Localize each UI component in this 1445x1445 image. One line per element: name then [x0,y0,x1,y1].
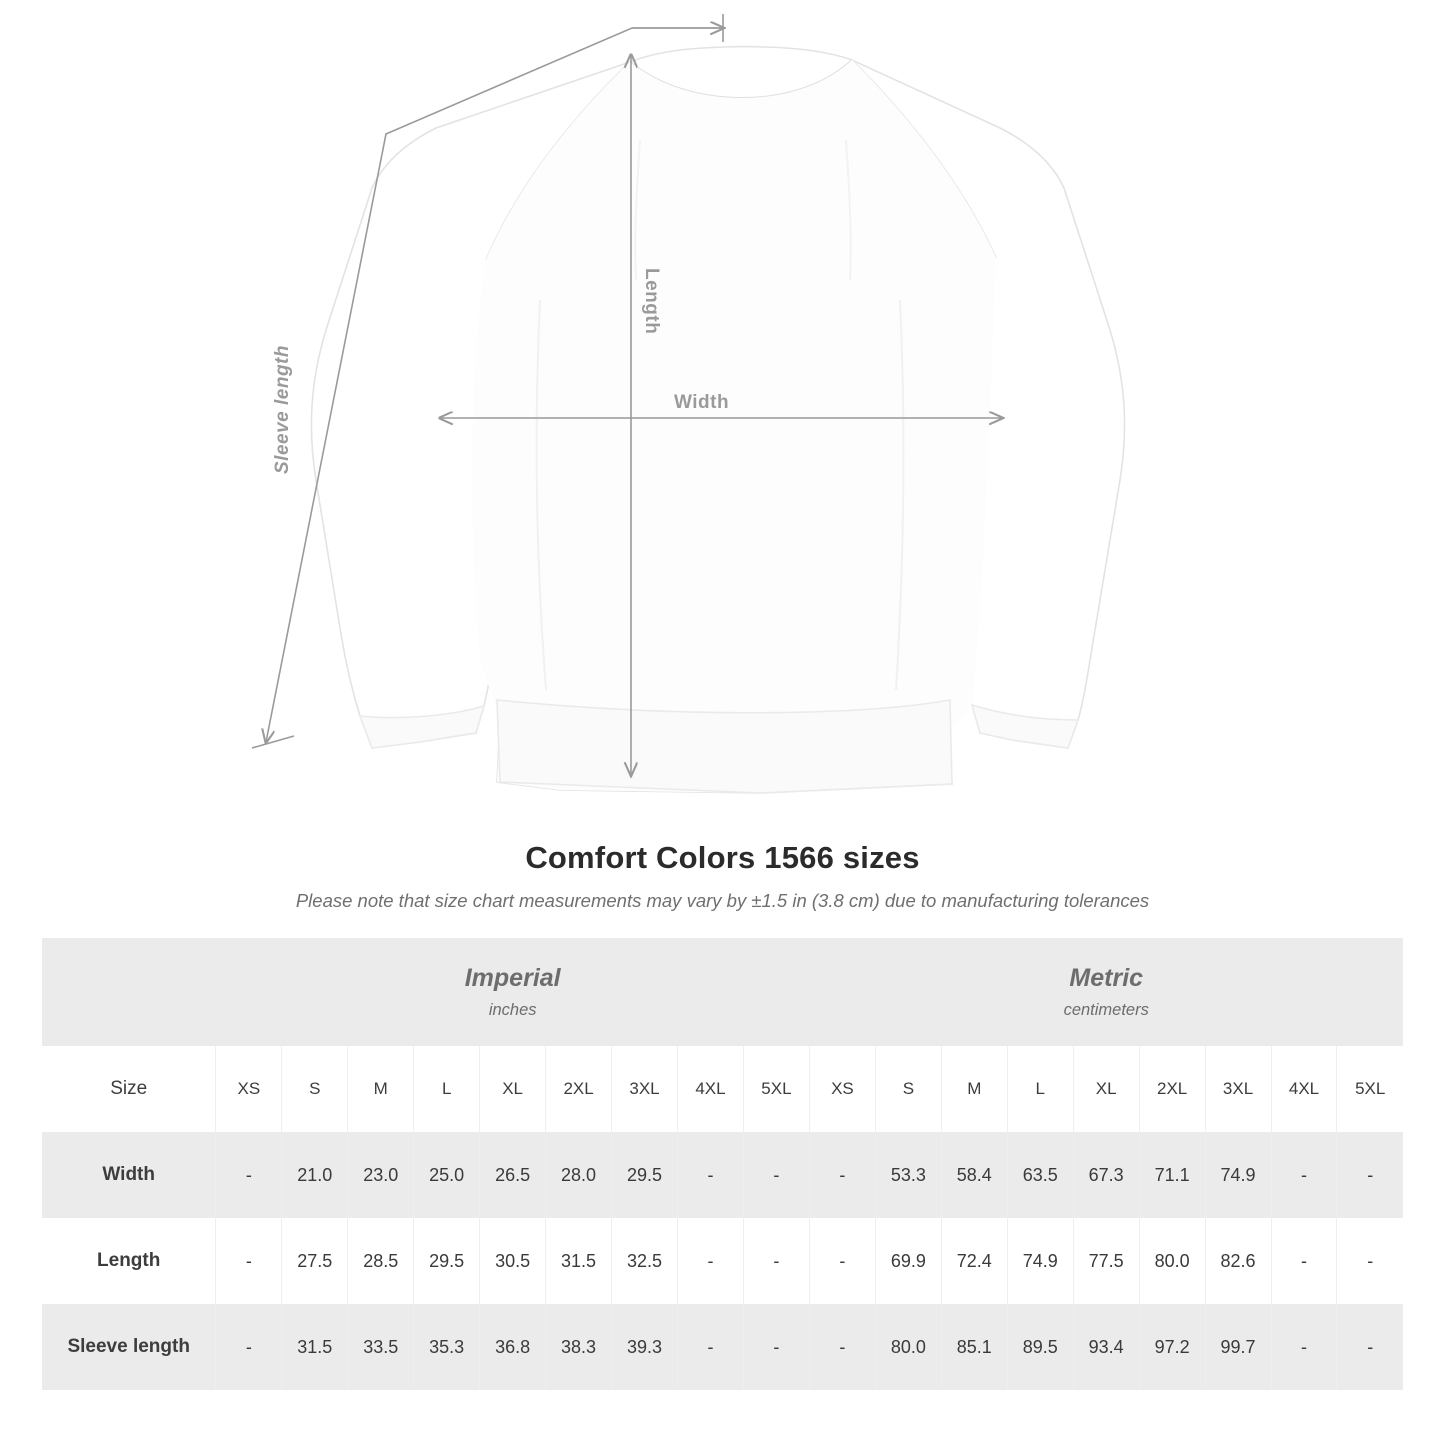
cell-sleeve-metric-4xl: - [1271,1304,1337,1390]
metric-name: Metric [1069,964,1144,992]
column-header-imperial-xl: XL [480,1046,546,1132]
cell-length-metric-s: 69.9 [875,1218,941,1304]
imperial-sub: inches [488,1001,537,1019]
column-header-metric-xs: XS [809,1046,875,1132]
cell-length-imperial-xs: - [216,1218,282,1304]
width-label: Width [674,392,730,413]
unit-group-row [42,938,1403,1046]
title-block [0,840,1445,912]
imperial-name: Imperial [464,964,561,992]
cell-width-metric-3xl: 74.9 [1205,1132,1271,1218]
cell-length-imperial-4xl: - [677,1218,743,1304]
size-table [42,938,1403,1390]
cell-length-imperial-5xl: - [743,1218,809,1304]
cell-length-imperial-3xl: 32.5 [612,1218,678,1304]
cell-width-imperial-xs: - [216,1132,282,1218]
cell-sleeve-imperial-5xl: - [743,1304,809,1390]
cell-width-metric-m: 58.4 [941,1132,1007,1218]
size-table-wrapper [42,938,1403,1390]
cell-width-imperial-m: 23.0 [348,1132,414,1218]
size-header-row [42,1046,1403,1132]
row-label-sleeve-length: Sleeve length [42,1304,216,1390]
sweatshirt-shape [311,47,1124,793]
cell-sleeve-imperial-3xl: 39.3 [612,1304,678,1390]
cell-width-imperial-5xl: - [743,1132,809,1218]
cell-sleeve-metric-xs: - [809,1304,875,1390]
column-header-imperial-5xl: 5XL [743,1046,809,1132]
column-header-metric-2xl: 2XL [1139,1046,1205,1132]
unit-group-metric [809,938,1403,1046]
cell-sleeve-imperial-xs: - [216,1304,282,1390]
cell-width-imperial-xl: 26.5 [480,1132,546,1218]
metric-sub: centimeters [1063,1001,1149,1019]
cell-length-imperial-m: 28.5 [348,1218,414,1304]
column-header-metric-l: L [1007,1046,1073,1132]
cell-length-metric-5xl: - [1367,1250,1374,1271]
cell-sleeve-imperial-s: 31.5 [282,1304,348,1390]
cell-width-metric-4xl: - [1271,1132,1337,1218]
cell-length-metric-xs: - [809,1218,875,1304]
cell-sleeve-imperial-m: 33.5 [348,1304,414,1390]
column-header-imperial-xs: XS [216,1046,282,1132]
cell-width-imperial-s: 21.0 [282,1132,348,1218]
column-header-imperial-4xl: 4XL [677,1046,743,1132]
cell-sleeve-imperial-l: 35.3 [414,1304,480,1390]
table-row [42,1132,1403,1218]
cell-sleeve-metric-l: 89.5 [1007,1304,1073,1390]
column-header-imperial-m: M [348,1046,414,1132]
cell-length-imperial-xl: 30.5 [480,1218,546,1304]
unit-group-imperial [216,938,810,1046]
column-header-metric-4xl: 4XL [1271,1046,1337,1132]
sleeve-length-label: Sleeve length [272,345,293,474]
column-header-imperial-s: S [282,1046,348,1132]
row-label-width: Width [42,1132,216,1218]
column-header-imperial-l: L [414,1046,480,1132]
page-subtitle: Please note that size chart measurements may vary by ±1.5 in (3.8 cm) due to manufacturing tolerances [295,890,1150,911]
column-header-size: Size [42,1046,216,1132]
cell-length-metric-4xl: - [1271,1218,1337,1304]
column-header-imperial-3xl: 3XL [612,1046,678,1132]
cell-sleeve-metric-2xl: 97.2 [1139,1304,1205,1390]
cell-length-imperial-2xl: 31.5 [546,1218,612,1304]
cell-width-metric-xl: 67.3 [1073,1132,1139,1218]
cell-width-imperial-2xl: 28.0 [546,1132,612,1218]
cell-sleeve-metric-5xl: - [1337,1304,1403,1390]
table-row [42,1304,1403,1390]
column-header-metric-5xl: 5XL [1337,1046,1403,1132]
cell-width-metric-l: 63.5 [1007,1132,1073,1218]
cell-length-imperial-s: 27.5 [282,1218,348,1304]
cell-sleeve-metric-m: 85.1 [941,1304,1007,1390]
column-header-metric-s: S [875,1046,941,1132]
cell-sleeve-imperial-4xl: - [677,1304,743,1390]
page-title: Comfort Colors 1566 sizes [525,840,920,875]
cell-width-imperial-4xl: - [677,1132,743,1218]
cell-length-metric-m: 72.4 [941,1218,1007,1304]
cell-sleeve-imperial-2xl: 38.3 [546,1304,612,1390]
unit-spacer-cell [42,938,216,1046]
cell-width-imperial-3xl: 29.5 [612,1132,678,1218]
length-label: Length [641,268,662,335]
column-header-metric-3xl: 3XL [1205,1046,1271,1132]
column-header-metric-xl: XL [1073,1046,1139,1132]
table-row [42,1218,1403,1304]
cell-sleeve-imperial-xl: 36.8 [480,1304,546,1390]
cell-width-metric-2xl: 71.1 [1139,1132,1205,1218]
cell-length-metric-l: 74.9 [1007,1218,1073,1304]
cell-sleeve-metric-s: 80.0 [875,1304,941,1390]
cell-length-metric-3xl: 82.6 [1205,1218,1271,1304]
cell-sleeve-metric-xl: 93.4 [1073,1304,1139,1390]
cell-width-metric-s: 53.3 [875,1132,941,1218]
column-header-metric-m: M [941,1046,1007,1132]
cell-width-imperial-l: 25.0 [414,1132,480,1218]
cell-width-metric-xs: - [809,1132,875,1218]
cell-length-metric-xl: 77.5 [1073,1218,1139,1304]
column-header-imperial-2xl: 2XL [546,1046,612,1132]
cell-sleeve-metric-3xl: 99.7 [1205,1304,1271,1390]
row-label-length: Length [42,1218,216,1304]
cell-length-imperial-l: 29.5 [414,1218,480,1304]
cell-width-metric-5xl: - [1337,1132,1403,1218]
cell-length-metric-2xl: 80.0 [1139,1218,1205,1304]
